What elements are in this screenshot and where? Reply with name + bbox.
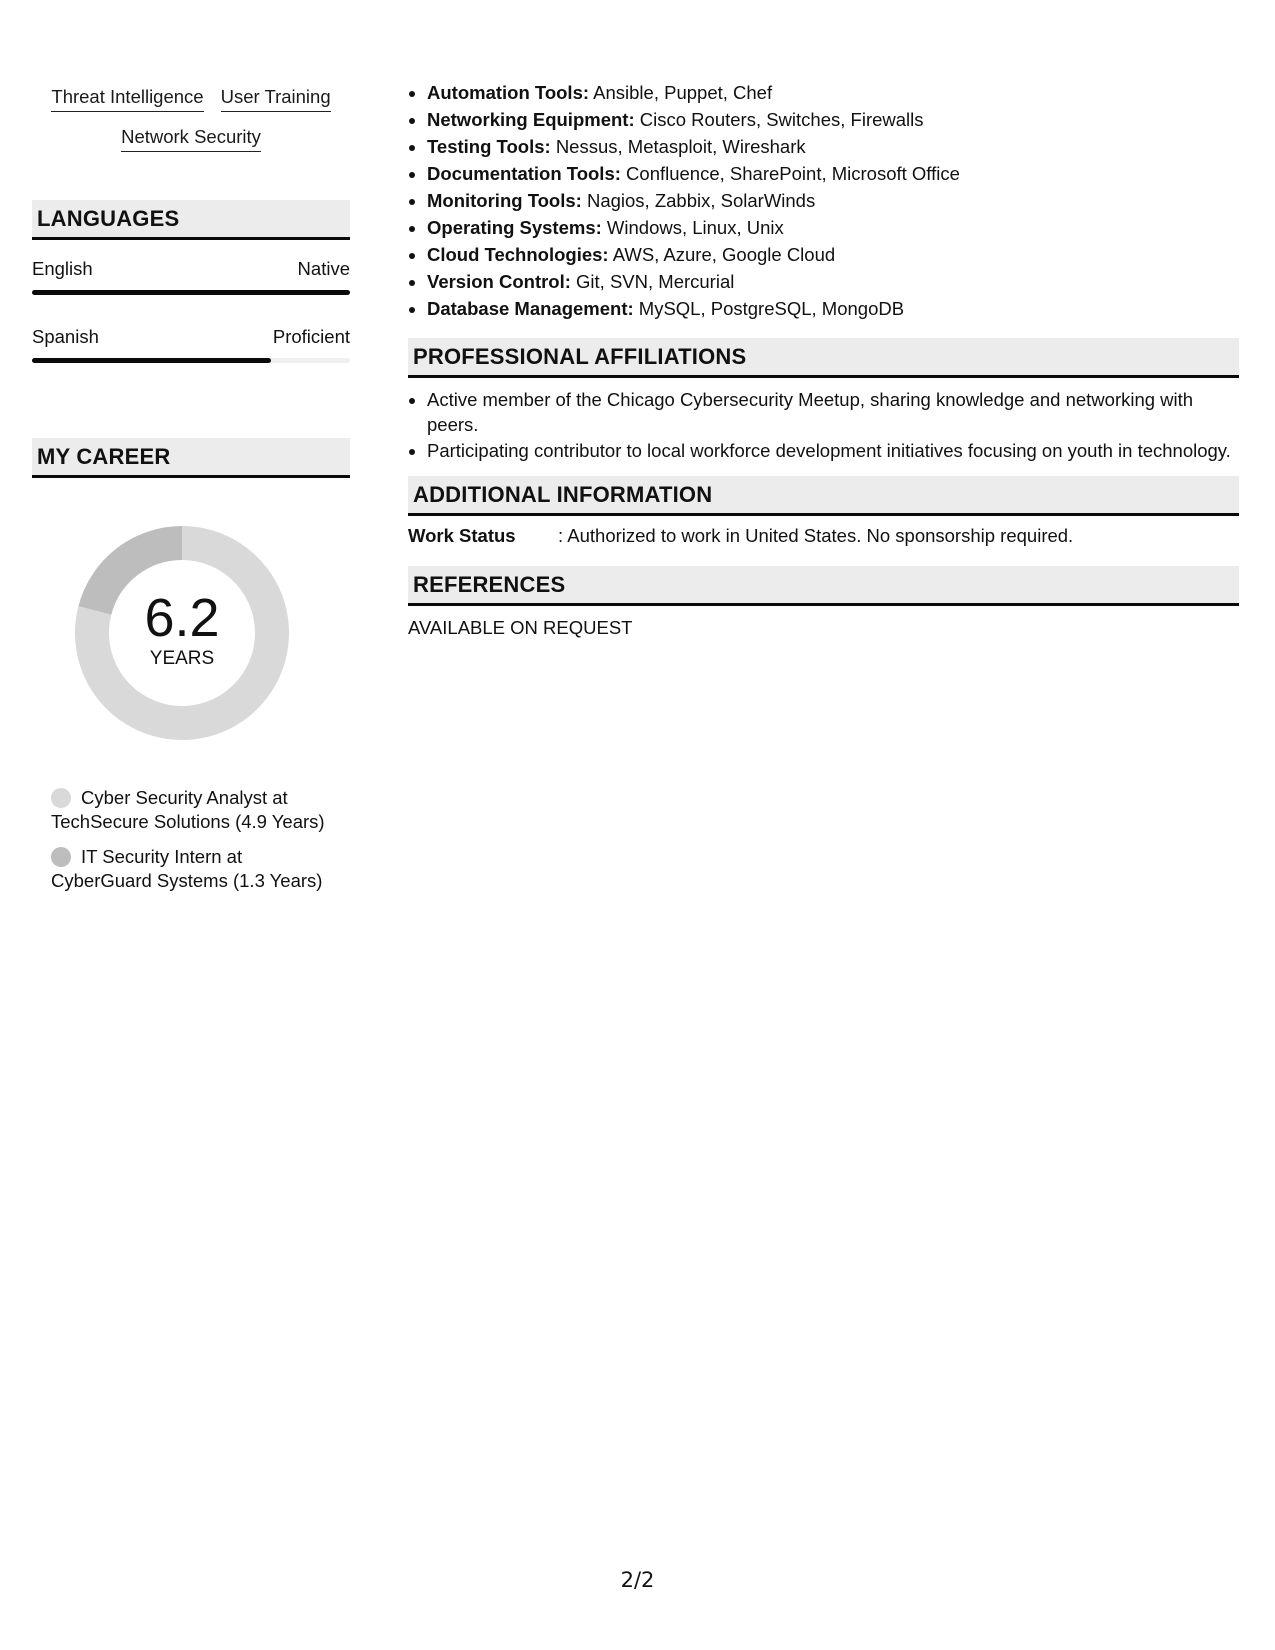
tool-category: Cloud Technologies: (427, 244, 609, 265)
tool-values: Git, SVN, Mercurial (576, 271, 735, 292)
career-total-years: 6.2 (144, 588, 220, 649)
work-status-row (408, 524, 1239, 548)
legend-dot (51, 788, 71, 808)
tools-list-item (427, 187, 1239, 214)
tool-values: Windows, Linux, Unix (606, 217, 784, 238)
tools-list-item (427, 133, 1239, 160)
tools-list-item (427, 241, 1239, 268)
legend-item (51, 786, 331, 834)
language-proficiency-fill (32, 290, 350, 295)
tools-list-item (427, 295, 1239, 322)
language-proficiency-bar (32, 290, 350, 295)
tool-values: Nessus, Metasploit, Wireshark (555, 136, 806, 157)
legend-item (51, 845, 331, 893)
tools-list-item (427, 160, 1239, 187)
tools-list (408, 79, 1239, 322)
tools-list-item (427, 268, 1239, 295)
skill-tag: Network Security (121, 126, 261, 152)
legend-label: IT Security Intern at CyberGuard Systems (1.3 Years) (51, 846, 323, 892)
career-donut-chart (67, 518, 297, 748)
languages-heading: LANGUAGES (32, 200, 350, 240)
work-status-label: Work Status (408, 524, 516, 546)
skills-tags (32, 80, 350, 152)
affiliation-item: • Active member of the Chicago Cybersecurity Meetup, sharing knowledge and networking with peers. (427, 388, 1239, 437)
career-legend (51, 786, 331, 893)
tool-values: Confluence, SharePoint, Microsoft Office (626, 163, 960, 184)
language-level: Native (297, 258, 350, 280)
tool-category: Monitoring Tools: (427, 190, 582, 211)
language-item (32, 325, 350, 363)
references-text: AVAILABLE ON REQUEST (408, 616, 633, 638)
tool-category: Operating Systems: (427, 217, 602, 238)
affiliations-list (408, 388, 1239, 464)
tool-category: Documentation Tools: (427, 163, 621, 184)
additional-info-heading: ADDITIONAL INFORMATION (408, 476, 1239, 516)
skill-tag: Threat Intelligence (51, 86, 203, 112)
affiliations-heading: PROFESSIONAL AFFILIATIONS (408, 338, 1239, 378)
tool-values: MySQL, PostgreSQL, MongoDB (638, 298, 905, 319)
tool-category: Automation Tools: (427, 82, 590, 103)
career-total-unit: YEARS (149, 648, 215, 670)
left-column (32, 80, 350, 904)
language-name: Spanish (32, 326, 99, 348)
tool-values: Nagios, Zabbix, SolarWinds (586, 190, 816, 211)
tool-values: Cisco Routers, Switches, Firewalls (639, 109, 924, 130)
tools-list-item (427, 106, 1239, 133)
language-name: English (32, 258, 93, 280)
page-number: 2/2 (620, 1568, 655, 1592)
references-heading: REFERENCES (408, 566, 1239, 606)
tool-category: Testing Tools: (427, 136, 551, 157)
tools-list-item (427, 79, 1239, 106)
skill-tag: User Training (221, 86, 331, 112)
language-level: Proficient (272, 326, 350, 348)
language-item (32, 257, 350, 295)
tool-category: Version Control: (427, 271, 571, 292)
right-column (408, 79, 1239, 640)
affiliation-item: • Participating contributor to local workforce development initiatives focusing on youth in technology. (427, 439, 1239, 464)
donut-center (67, 518, 297, 748)
legend-label: Cyber Security Analyst at TechSecure Solutions (4.9 Years) (51, 787, 325, 833)
tool-category: Networking Equipment: (427, 109, 635, 130)
language-proficiency-bar (32, 358, 350, 363)
legend-dot (51, 847, 71, 867)
tools-list-item (427, 214, 1239, 241)
language-proficiency-fill (32, 358, 271, 363)
tool-category: Database Management: (427, 298, 634, 319)
work-status-value: : Authorized to work in United States. No sponsorship required. (558, 524, 1074, 546)
tool-values: AWS, Azure, Google Cloud (612, 244, 836, 265)
tool-values: Ansible, Puppet, Chef (593, 82, 773, 103)
career-heading: MY CAREER (32, 438, 350, 478)
